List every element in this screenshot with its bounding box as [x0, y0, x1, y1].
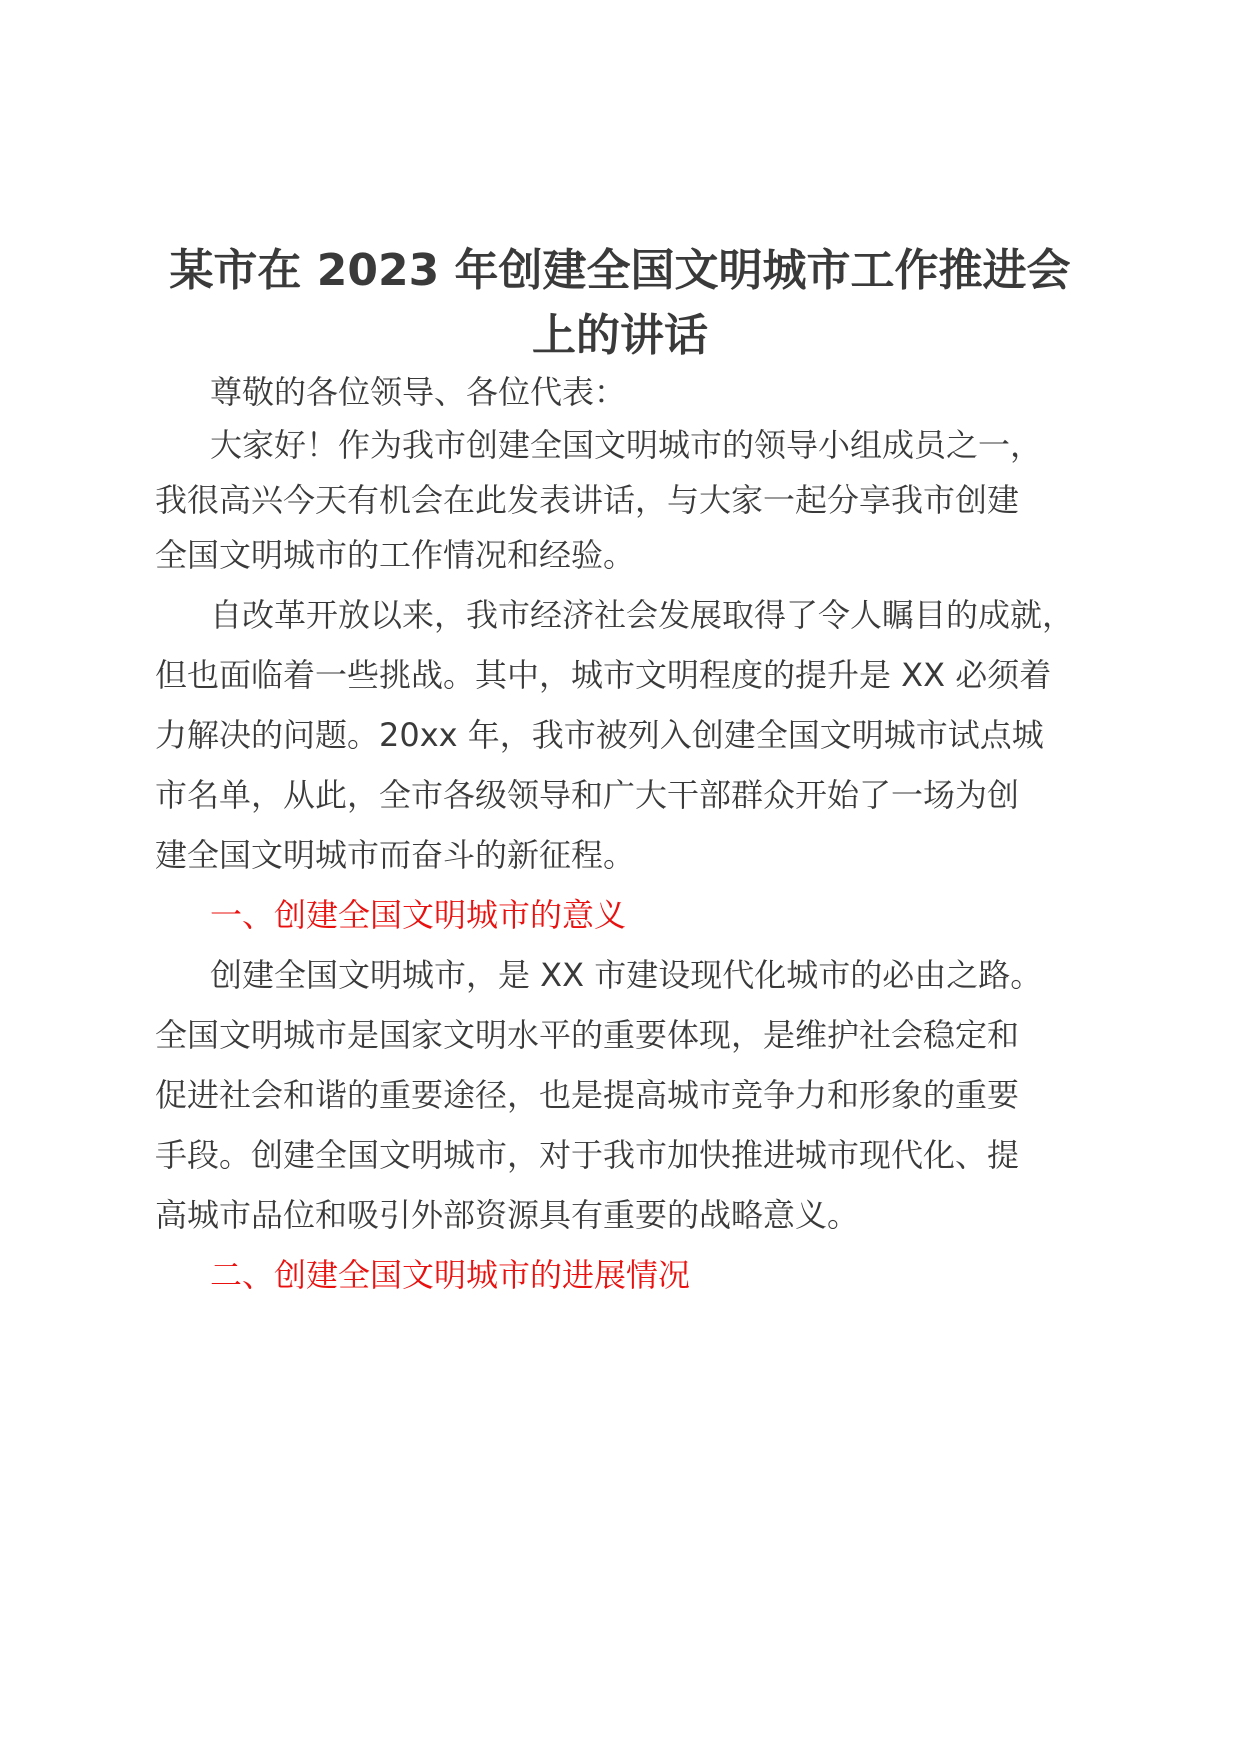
paragraph-2-line-2: 但也面临着一些挑战。其中，城市文明程度的提升是 XX 必须着	[155, 656, 1052, 694]
paragraph-3-line-1: 创建全国文明城市，是 XX 市建设现代化城市的必由之路。	[210, 956, 1043, 994]
document-title-line-1: 某市在 2023 年创建全国文明城市工作推进会	[169, 245, 1071, 296]
paragraph-3-line-5: 高城市品位和吸引外部资源具有重要的战略意义。	[155, 1196, 860, 1234]
paragraph-2-line-1: 自改革开放以来，我市经济社会发展取得了令人瞩目的成就，	[210, 596, 1075, 634]
paragraph-1-line-3: 全国文明城市的工作情况和经验。	[155, 536, 636, 574]
paragraph-1-line-2: 我很高兴今天有机会在此发表讲话，与大家一起分享我市创建	[155, 481, 1020, 519]
paragraph-2-line-5: 建全国文明城市而奋斗的新征程。	[155, 836, 636, 874]
section-heading-1: 一、创建全国文明城市的意义	[210, 896, 627, 934]
paragraph-3-line-4: 手段。创建全国文明城市，对于我市加快推进城市现代化、提	[155, 1136, 1020, 1174]
paragraph-2-line-4: 市名单，从此，全市各级领导和广大干部群众开始了一场为创	[155, 776, 1020, 814]
paragraph-3-line-2: 全国文明城市是国家文明水平的重要体现，是维护社会稳定和	[155, 1016, 1020, 1054]
paragraph-2-line-3: 力解决的问题。20xx 年，我市被列入创建全国文明城市试点城	[155, 716, 1044, 754]
paragraph-3-line-3: 促进社会和谐的重要途径，也是提高城市竞争力和形象的重要	[155, 1076, 1020, 1114]
section-heading-2: 二、创建全国文明城市的进展情况	[210, 1256, 691, 1294]
document-title-line-2: 上的讲话	[532, 310, 708, 361]
salutation: 尊敬的各位领导、各位代表：	[210, 373, 627, 411]
paragraph-1-line-1: 大家好！作为我市创建全国文明城市的领导小组成员之一，	[210, 426, 1043, 464]
